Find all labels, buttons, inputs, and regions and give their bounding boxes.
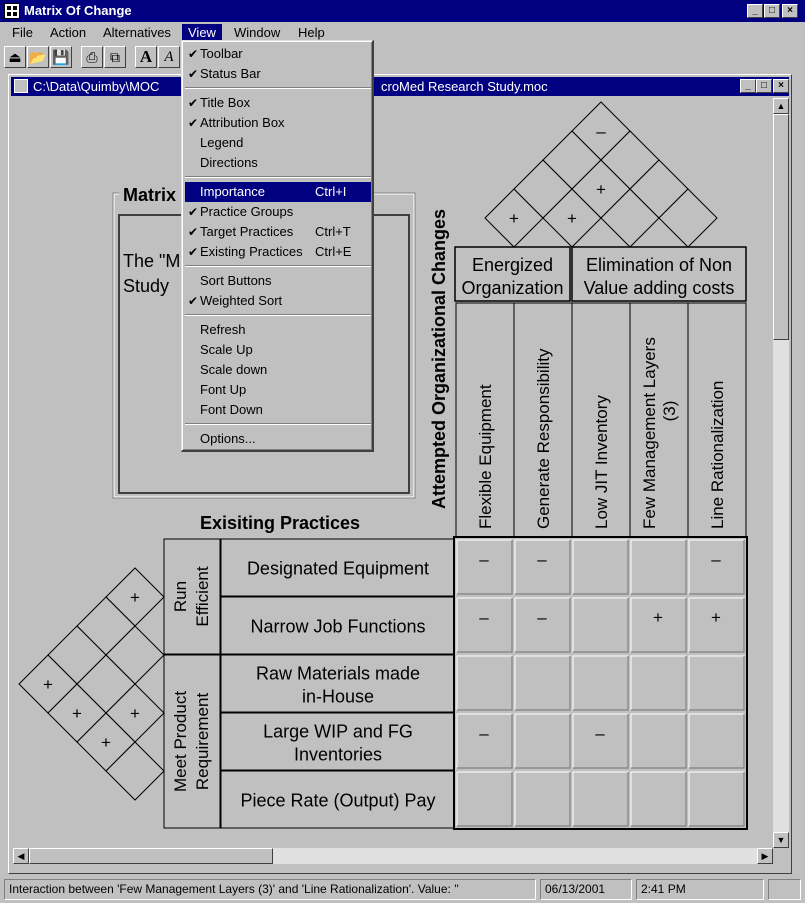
title-box-heading: Matrix: [123, 185, 177, 205]
matrix-canvas: [13, 97, 769, 847]
check-icon: ✔: [188, 205, 199, 219]
existing-group-line1: Run: [171, 580, 190, 613]
title-box-line2: Study: [123, 276, 170, 296]
existing-practice-label: Narrow Job Functions: [250, 616, 426, 637]
matrix-cell-value: –: [711, 550, 721, 569]
existing-practice-label: Raw Materials made: [255, 663, 421, 684]
existing-practice-label-2: in-House: [301, 686, 375, 707]
matrix-cell[interactable]: [631, 714, 686, 768]
existing-practice-label-2: Inventories: [293, 744, 383, 765]
menu-window[interactable]: Window: [234, 25, 281, 40]
existing-practice-row[interactable]: [221, 597, 454, 654]
existing-practice-row[interactable]: [221, 713, 454, 770]
menu-help[interactable]: Help: [298, 25, 325, 40]
statusbar: [0, 876, 805, 903]
menu-item-label: Target Practices: [200, 224, 294, 239]
font-large-icon[interactable]: A: [135, 46, 157, 68]
maximize-button[interactable]: □: [764, 4, 780, 18]
target-group-line1: Energized: [471, 255, 554, 275]
roof-cell-value: +: [101, 733, 111, 752]
check-icon: ✔: [188, 225, 199, 239]
copy-icon[interactable]: ⧉: [104, 46, 126, 68]
existing-groups: [164, 539, 220, 828]
view-menu-item-attribution-box[interactable]: [185, 113, 371, 133]
matrix-cell-value: +: [711, 608, 721, 627]
target-practice-label-2: (3): [660, 400, 679, 422]
matrix-cell-value: –: [479, 608, 489, 627]
target-practice-label: Low JIT Inventory: [592, 395, 611, 529]
vertical-scroll-thumb[interactable]: [773, 114, 789, 340]
target-practices: [456, 303, 746, 537]
title-box-line1: The "M: [123, 251, 181, 271]
view-menu-item-font-down[interactable]: [185, 400, 371, 420]
menu-item-label: Status Bar: [200, 66, 261, 81]
matrix-cell[interactable]: [515, 540, 570, 594]
matrix-cell[interactable]: [689, 656, 744, 710]
scroll-up-icon[interactable]: ▲: [773, 98, 789, 114]
menu-item-label: Sort Buttons: [200, 273, 272, 288]
menu-item-label: Scale Up: [200, 342, 253, 357]
view-menu-item-importance[interactable]: [185, 182, 371, 202]
view-menu-item-scale-up[interactable]: [185, 340, 371, 360]
matrix-cell[interactable]: [689, 540, 744, 594]
matrix-cell[interactable]: [457, 714, 512, 768]
menu-item-label: Existing Practices: [200, 244, 303, 259]
matrix-cell[interactable]: [573, 540, 628, 594]
interaction-matrix: [454, 537, 747, 829]
view-menu-item-options[interactable]: [185, 429, 371, 449]
target-heading: Attempted Organizational Changes: [429, 208, 449, 509]
status-date: 06/13/2001: [540, 879, 632, 900]
target-group-0[interactable]: [455, 247, 570, 301]
menu-item-label: Directions: [200, 155, 258, 170]
view-menu-item-scale-down[interactable]: [185, 360, 371, 380]
target-group-line1: Elimination of Non: [585, 255, 733, 275]
existing-practice-label: Large WIP and FG: [263, 721, 413, 742]
existing-practice-label: Piece Rate (Output) Pay: [240, 790, 436, 811]
existing-practice-row[interactable]: [221, 771, 454, 828]
menu-separator: [185, 265, 371, 267]
doc-close-button[interactable]: ×: [773, 79, 789, 93]
matrix-cell[interactable]: [515, 772, 570, 826]
target-group-line2: Organization: [461, 278, 564, 298]
matrix-cell-value: +: [653, 608, 663, 627]
target-practice-label: Generate Responsibility: [534, 348, 553, 529]
view-menu-item-legend[interactable]: [185, 133, 371, 153]
menu-item-label: Importance: [200, 184, 266, 199]
scroll-down-icon[interactable]: ▼: [773, 832, 789, 848]
roof-cell-value: +: [509, 209, 519, 228]
check-icon: ✔: [188, 47, 199, 61]
open-folder-icon[interactable]: 📂: [27, 46, 49, 68]
document-icon[interactable]: [14, 79, 28, 93]
roof-cell-value: +: [596, 180, 606, 199]
existing-group[interactable]: [164, 655, 220, 828]
matrix-cell-value: –: [595, 724, 605, 743]
roof-cell-value: +: [43, 675, 53, 694]
target-roof: [485, 102, 717, 247]
view-menu-item-refresh[interactable]: [185, 320, 371, 340]
menu-item-label: Practice Groups: [200, 204, 294, 219]
status-time: 2:41 PM: [636, 879, 764, 900]
horizontal-scrollbar[interactable]: [13, 848, 773, 864]
existing-practice-label: Designated Equipment: [246, 558, 430, 579]
existing-practice-row[interactable]: [221, 539, 454, 596]
matrix-cell[interactable]: [573, 656, 628, 710]
check-icon: ✔: [188, 67, 199, 81]
menu-item-label: Scale down: [200, 362, 268, 377]
roof-cell-value: –: [596, 122, 606, 141]
matrix-cell[interactable]: [515, 714, 570, 768]
matrix-cell[interactable]: [457, 540, 512, 594]
menu-item-label: Legend: [200, 135, 244, 150]
matrix-cell[interactable]: [457, 656, 512, 710]
menu-view[interactable]: View: [182, 24, 222, 41]
roof-cell-value: +: [72, 704, 82, 723]
existing-heading: Exisiting Practices: [199, 513, 361, 533]
menu-item-label: Refresh: [200, 322, 246, 337]
matrix-cell[interactable]: [515, 598, 570, 652]
existing-group-line2: Requirement: [193, 692, 212, 791]
matrix-cell[interactable]: [689, 772, 744, 826]
view-menu-item-toolbar[interactable]: [185, 44, 371, 64]
view-menu-item-existing-practices[interactable]: [185, 242, 371, 262]
menu-separator: [185, 423, 371, 425]
app-icon[interactable]: [4, 3, 20, 19]
matrix-cell[interactable]: [631, 656, 686, 710]
matrix-cell[interactable]: [631, 540, 686, 594]
existing-practices: [221, 539, 454, 828]
menu-separator: [185, 176, 371, 178]
matrix-cell[interactable]: [689, 714, 744, 768]
minimize-button[interactable]: _: [747, 4, 763, 18]
matrix-cell[interactable]: [457, 772, 512, 826]
exit-icon[interactable]: ⏏: [4, 46, 26, 68]
matrix-cell-value: –: [479, 550, 489, 569]
target-practice-col[interactable]: [630, 303, 688, 537]
menu-item-shortcut: Ctrl+I: [315, 184, 347, 199]
matrix-cell[interactable]: [457, 598, 512, 652]
existing-roof: [19, 568, 164, 800]
existing-group[interactable]: [164, 539, 220, 654]
document-title-prefix: C:\Data\Quimby\MOC: [33, 79, 160, 94]
status-message: Interaction between 'Few Management Layers (3)' and 'Line Rationalization'. Value: '': [4, 879, 536, 900]
target-practice-label: Line Rationalization: [708, 380, 727, 529]
target-practice-label: Flexible Equipment: [476, 384, 495, 529]
view-menu-dropdown: [181, 40, 374, 452]
menu-item-label: Font Down: [200, 402, 263, 417]
matrix-cell[interactable]: [515, 656, 570, 710]
view-menu-item-weighted-sort[interactable]: [185, 291, 371, 311]
roof-cell-value: +: [130, 588, 140, 607]
menu-item-label: Options...: [200, 431, 256, 446]
app-title: Matrix Of Change: [24, 3, 132, 18]
close-button[interactable]: ×: [782, 4, 798, 18]
view-menu-item-practice-groups[interactable]: [185, 202, 371, 222]
view-menu-item-font-up[interactable]: [185, 380, 371, 400]
target-practice-label: Few Management Layers: [640, 337, 659, 529]
status-extra: [768, 879, 801, 900]
target-group-line2: Value adding costs: [583, 278, 735, 298]
menubar: [0, 22, 805, 42]
menu-file[interactable]: File: [12, 25, 33, 40]
menu-action[interactable]: Action: [50, 25, 87, 40]
menu-item-label: Weighted Sort: [200, 293, 283, 308]
matrix-cell-value: –: [479, 724, 489, 743]
matrix-cell[interactable]: [573, 598, 628, 652]
scroll-left-icon[interactable]: ◀: [13, 848, 29, 864]
font-small-icon[interactable]: A: [158, 46, 180, 68]
view-menu-item-title-box[interactable]: [185, 93, 371, 113]
target-practice-col[interactable]: [514, 303, 572, 537]
matrix-cell-value: –: [537, 608, 547, 627]
check-icon: ✔: [188, 245, 199, 259]
save-icon[interactable]: 💾: [50, 46, 72, 68]
matrix-cell[interactable]: [689, 598, 744, 652]
menu-separator: [185, 314, 371, 316]
document-window: [8, 74, 792, 874]
matrix-cell[interactable]: [631, 598, 686, 652]
scroll-right-icon[interactable]: ▶: [757, 848, 773, 864]
matrix-cell[interactable]: [573, 772, 628, 826]
document-titlebar[interactable]: [11, 77, 789, 96]
horizontal-scroll-thumb[interactable]: [29, 848, 273, 864]
toolbar: [0, 42, 805, 72]
doc-minimize-button[interactable]: _: [740, 79, 756, 93]
menu-item-label: Attribution Box: [200, 115, 285, 130]
view-menu-item-sort-buttons[interactable]: [185, 271, 371, 291]
menu-item-shortcut: Ctrl+E: [315, 244, 352, 259]
matrix-drawing: [13, 97, 769, 847]
view-menu-item-status-bar[interactable]: [185, 64, 371, 84]
print-icon[interactable]: ⎙: [81, 46, 103, 68]
check-icon: ✔: [188, 294, 199, 308]
matrix-cell-value: –: [537, 550, 547, 569]
roof-cell-value: +: [130, 704, 140, 723]
menu-item-shortcut: Ctrl+T: [315, 224, 351, 239]
existing-group-line1: Meet Product: [171, 690, 190, 793]
view-menu-item-directions[interactable]: [185, 153, 371, 173]
existing-practice-row[interactable]: [221, 655, 454, 712]
roof-cell-value: +: [567, 209, 577, 228]
menu-separator: [185, 87, 371, 89]
existing-group-line2: Efficient: [193, 566, 212, 627]
view-menu-item-target-practices[interactable]: [185, 222, 371, 242]
menu-item-label: Toolbar: [200, 46, 243, 61]
matrix-cell[interactable]: [631, 772, 686, 826]
app-titlebar[interactable]: [0, 0, 805, 22]
target-group-1[interactable]: [572, 247, 746, 301]
target-practice-col[interactable]: [572, 303, 630, 537]
vertical-scrollbar[interactable]: [773, 98, 789, 848]
menu-item-label: Font Up: [200, 382, 247, 397]
check-icon: ✔: [188, 96, 199, 110]
target-practice-col[interactable]: [688, 303, 746, 537]
doc-maximize-button[interactable]: □: [756, 79, 772, 93]
document-title-suffix: croMed Research Study.moc: [381, 79, 548, 94]
matrix-cell[interactable]: [573, 714, 628, 768]
target-practice-col[interactable]: [456, 303, 514, 537]
menu-alternatives[interactable]: Alternatives: [103, 25, 171, 40]
menu-item-label: Title Box: [200, 95, 251, 110]
check-icon: ✔: [188, 116, 199, 130]
